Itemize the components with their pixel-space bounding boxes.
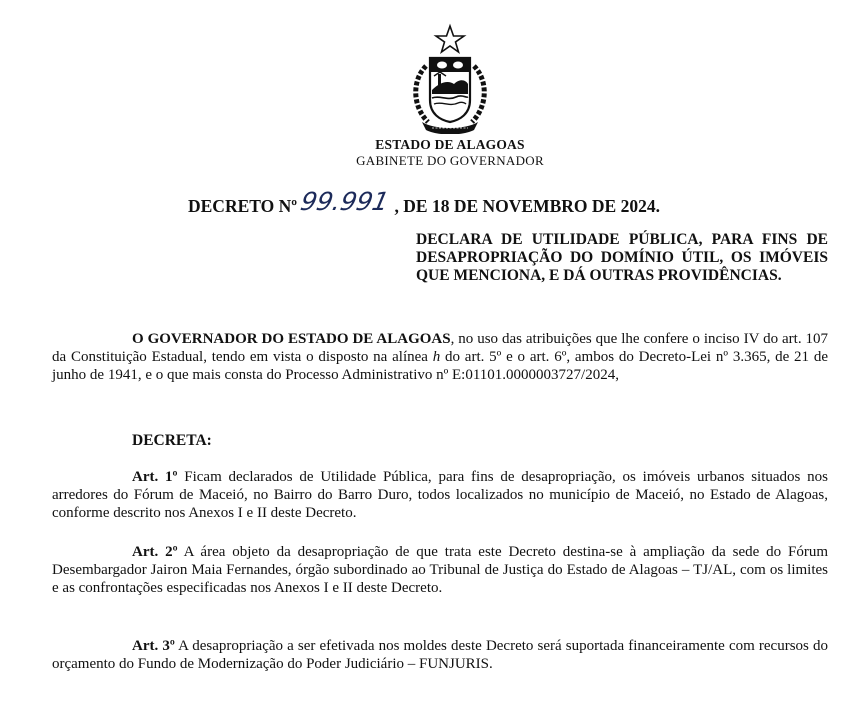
article-1-paragraph: [52, 468, 828, 523]
alagoas-coat-of-arms-icon: [404, 22, 496, 134]
article-1-label: Art. 1º: [132, 469, 178, 485]
decree-summary: DECLARA DE UTILIDADE PÚBLICA, PARA FINS DE DESAPROPRIAÇÃO DO DOMÍNIO ÚTIL, OS IMÓVEIS QUE MENCIONA, E DÁ OUTRAS PROVIDÊNCIAS.: [416, 231, 828, 284]
decree-title: [188, 189, 660, 218]
governor-office-heading: GABINETE DO GOVERNADOR: [356, 153, 544, 168]
article-3-label: Art. 3º: [132, 638, 175, 654]
article-2-paragraph: [52, 543, 828, 598]
article-2-text: A área objeto da desapropriação de que trata este Decreto destina-se à ampliação da sede do Fórum Desembargador Jairon Maia Fernandes, órgão subordinado ao Tribunal de Justiça do Estado de Alagoas – TJ/AL, com os limites e as confrontações especificadas nos Anexos I e II deste Decreto.: [52, 544, 828, 597]
preamble-text-1: , no uso das atribuições que lhe confere o inciso IV do art. 107 da Constituição Estadual, tendo em vista o disposto na alínea: [52, 331, 828, 366]
state-name-heading: ESTADO DE ALAGOAS: [375, 137, 525, 152]
decree-date: , DE 18 DE NOVEMBRO DE 2024.: [394, 196, 660, 216]
preamble-paragraph: [52, 330, 828, 385]
article-3-text: A desapropriação a ser efetivada nos moldes deste Decreto será suportada financeiramente com recursos do orçamento do Fundo de Modernização do Poder Judiciário – FUNJURIS.: [52, 638, 829, 673]
decree-prefix: DECRETO Nº: [188, 196, 298, 216]
decree-number-handwritten: 99.991: [297, 187, 392, 216]
article-2-label: Art. 2º: [132, 544, 178, 560]
article-3-paragraph: [52, 637, 828, 673]
decreta-heading: DECRETA:: [132, 432, 212, 449]
preamble-italic-letter: h: [432, 349, 441, 366]
preamble-text-2: do art. 5º e o art. 6º, ambos do Decreto-Lei nº 3.365, de 21 de junho de 1941, e o que mais consta do Processo Administrativo nº E:01101.0000003727/2024,: [52, 349, 828, 384]
preamble-lead: O GOVERNADOR DO ESTADO DE ALAGOAS: [132, 331, 451, 347]
article-1-text: Ficam declarados de Utilidade Pública, para fins de desapropriação, os imóveis urbanos situados nos arredores do Fórum de Maceió, no Bairro do Barro Duro, todos localizados no município de Maceió, no Estado de Alagoas, conforme descrito nos Anexos I e II deste Decreto.: [52, 469, 828, 522]
